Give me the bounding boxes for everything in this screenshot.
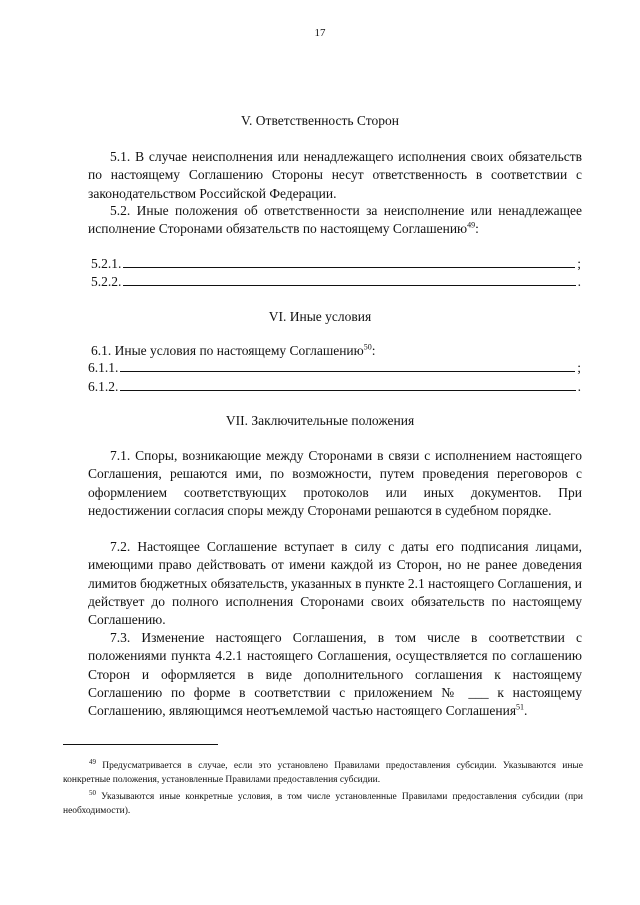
footnote-separator [63,744,218,745]
fill-in-line [123,267,575,268]
paragraph-5-1-text: 5.1. В случае неисполнения или ненадлежащего исполнения своих обязательств по настоящему Соглашению Стороны несут ответственность в соответствии с законодательством Российской Федерации. [88,149,582,201]
section-5-heading: V. Ответственность Сторон [241,113,399,128]
paragraph-5-2-end: : [475,221,479,237]
section-6-heading: VI. Иные условия [268,309,372,324]
paragraph-7-2-text: 7.2. Настоящее Соглашение вступает в силу с даты его подписания лицами, имеющими право действовать от имени каждой из Сторон, но не ранее доведения лимитов бюджетных обязательств, указанных в пункте 2.1 настоящего Соглашения, и действует до полного исполнения Сторонами своих обязательств по настоящему Соглашению. [88,539,582,628]
paragraph-7-3-end: . [524,703,528,719]
footnote-49-number: 49 [89,757,96,766]
footnote-49-text: Предусматривается в случае, если это установлено Правилами предоставления субсидии. Указываются иные конкретные положения, установленные Правилами предоставления субсидии. [63,761,583,785]
item-5-2-1-end: ; [577,256,581,271]
paragraph-6-1-end: : [371,343,376,358]
blank-line-5-2-2 [91,272,581,290]
paragraph-5-1 [88,148,582,203]
footnote-50-text: Указываются иные конкретные условия, в том числе установленные Правилами предоставления субсидии (при необходимости). [63,792,583,816]
blank-line-5-2-1 [91,254,581,272]
item-5-2-1-label: 5.2.1. [91,256,122,271]
paragraph-7-1-text: 7.1. Споры, возникающие между Сторонами в связи с исполнением настоящего Соглашения, решаются ими, по возможности, путем проведения переговоров с оформлением соответствующих протоколов или иных документов. При недостижении согласия споры между Сторонами решаются в судебном порядке. [88,448,582,518]
paragraph-7-3 [88,629,582,720]
item-6-1-2-label: 6.1.2. [88,379,119,394]
fill-in-line [120,390,575,391]
footnote-ref-51: 51 [516,702,525,712]
item-5-2-2-label: 5.2.2. [91,274,122,289]
paragraph-5-2 [88,202,582,239]
paragraph-6-1-text: 6.1. Иные условия по настоящему Соглашению [91,343,364,358]
paragraph-7-3-text: 7.3. Изменение настоящего Соглашения, в том числе в соответствии с положениями пункта 4.2.1 настоящего Соглашения, осуществляется по соглашению Сторон и оформляется в виде дополнительного соглашения к настоящему Соглашению по форме в соответствии с приложением № ___ к настоящему Соглашению, являющимся неотъемлемой частью настоящего Соглашения [88,630,582,719]
item-5-2-2-end: . [577,274,581,289]
item-6-1-1-label: 6.1.1. [88,360,119,375]
page-number: 17 [314,27,326,39]
footnote-ref-49: 49 [467,220,476,230]
fill-in-line [123,285,575,286]
item-6-1-2-end: . [577,379,581,394]
item-6-1-1-end: ; [577,360,581,375]
blank-line-6-1-2 [88,377,581,395]
footnote-50-number: 50 [89,788,96,797]
fill-in-line [120,371,575,372]
blank-line-6-1-1 [88,358,581,376]
paragraph-7-1 [88,447,582,520]
paragraph-7-2 [88,538,582,629]
section-7-heading: VII. Заключительные положения [225,413,415,428]
paragraph-5-2-text: 5.2. Иные положения об ответственности за неисполнение или ненадлежащее исполнение Сторонами обязательств по настоящему Соглашению [88,203,582,237]
footnote-50 [63,788,583,818]
footnote-ref-50: 50 [363,342,372,352]
footnote-49 [63,757,583,787]
